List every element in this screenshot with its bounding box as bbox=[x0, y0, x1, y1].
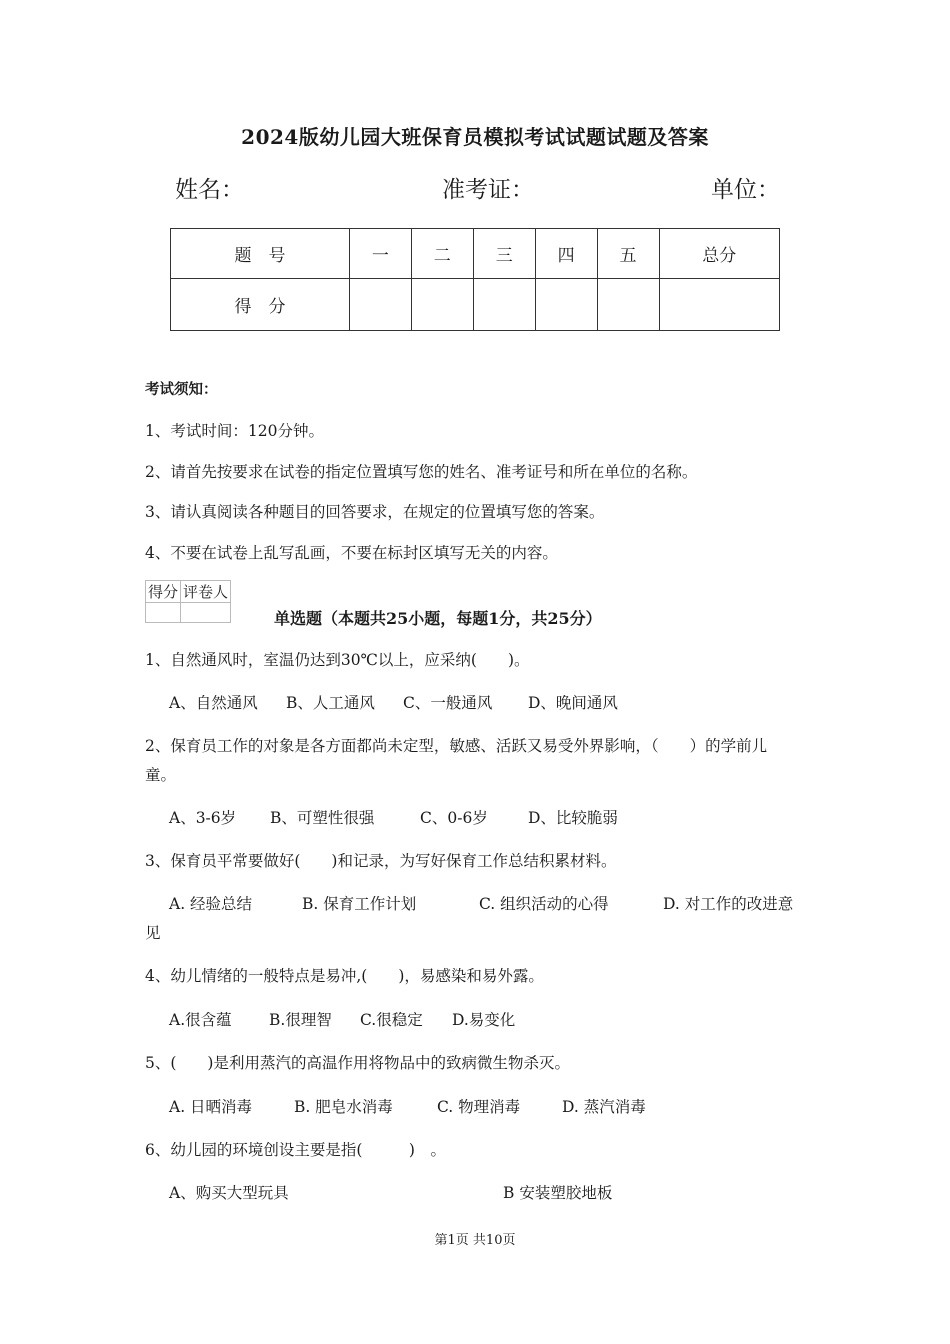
option-3b: B. 保育工作计划 bbox=[302, 895, 417, 913]
score-table-cell: 题 号 bbox=[171, 229, 350, 279]
score-table bbox=[170, 228, 780, 331]
notice-item: 2、请首先按要求在试卷的指定位置填写您的姓名、准考证号和所在单位的名称。 bbox=[145, 463, 698, 481]
question-1: 1、自然通风时，室温仍达到30℃以上，应采纳( )。 bbox=[145, 651, 530, 669]
score-entry-cell[interactable] bbox=[597, 279, 659, 331]
option-3a: A. 经验总结 bbox=[169, 895, 253, 913]
page-title: 2024版幼儿园大班保育员模拟考试试题试题及答案 bbox=[241, 125, 709, 149]
score-table-header-row bbox=[171, 229, 780, 279]
section-heading: 单选题（本题共25小题，每题1分，共25分） bbox=[274, 609, 602, 628]
option-4b: B.很理智 bbox=[269, 1011, 332, 1029]
option-5b: B. 肥皂水消毒 bbox=[294, 1098, 393, 1116]
score-entry-cell[interactable] bbox=[535, 279, 597, 331]
score-table-cell: 一 bbox=[349, 229, 411, 279]
option-4a: A.很含蕴 bbox=[169, 1011, 232, 1029]
option-1c: C、一般通风 bbox=[403, 694, 493, 712]
exam-id-field-label: 准考证： bbox=[442, 177, 534, 203]
score-table-score-row bbox=[171, 279, 780, 331]
question-6: 6、幼儿园的环境创设主要是指( ) 。 bbox=[145, 1141, 446, 1159]
option-2d: D、比较脆弱 bbox=[528, 809, 618, 827]
option-5d: D. 蒸汽消毒 bbox=[562, 1098, 646, 1116]
option-5c: C. 物理消毒 bbox=[437, 1098, 521, 1116]
question-4: 4、幼儿情绪的一般特点是易冲,( )，易感染和易外露。 bbox=[145, 967, 544, 985]
grader-score-cell[interactable] bbox=[146, 603, 181, 623]
score-table-cell: 三 bbox=[473, 229, 535, 279]
option-4d: D.易变化 bbox=[452, 1011, 516, 1029]
name-field-label: 姓名： bbox=[175, 177, 244, 203]
grader-score-label: 得分 bbox=[146, 581, 181, 603]
option-1d: D、晚间通风 bbox=[528, 694, 618, 712]
score-table-cell: 五 bbox=[597, 229, 659, 279]
option-3d: D. 对工作的改进意 bbox=[663, 895, 794, 913]
question-2: 2、保育员工作的对象是各方面都尚未定型，敏感、活跃又易受外界影响，（ ）的学前儿 bbox=[145, 737, 768, 755]
option-6a: A、购买大型玩具 bbox=[169, 1184, 289, 1202]
score-table-cell: 得 分 bbox=[171, 279, 350, 331]
score-entry-cell[interactable] bbox=[411, 279, 473, 331]
score-table-cell: 二 bbox=[411, 229, 473, 279]
option-1a: A、自然通风 bbox=[169, 694, 258, 712]
question-3: 3、保育员平常要做好( )和记录，为写好保育工作总结积累材料。 bbox=[145, 852, 617, 870]
notice-item: 1、考试时间：120分钟。 bbox=[145, 422, 324, 440]
page-number-footer: 第1页 共10页 bbox=[434, 1233, 516, 1248]
notice-heading: 考试须知： bbox=[145, 381, 218, 398]
option-3c: C. 组织活动的心得 bbox=[479, 895, 609, 913]
option-2a: A、3-6岁 bbox=[169, 809, 237, 827]
score-entry-cell[interactable] bbox=[349, 279, 411, 331]
score-entry-cell[interactable] bbox=[659, 279, 779, 331]
option-6b: B 安装塑胶地板 bbox=[503, 1184, 613, 1202]
option-3d-continued: 见 bbox=[145, 924, 161, 942]
option-2b: B、可塑性很强 bbox=[270, 809, 375, 827]
question-5: 5、( )是利用蒸汽的高温作用将物品中的致病微生物杀灭。 bbox=[145, 1054, 570, 1072]
question-2-continued: 童。 bbox=[145, 766, 177, 784]
grader-box bbox=[145, 580, 231, 623]
score-table-cell: 四 bbox=[535, 229, 597, 279]
notice-item: 3、请认真阅读各种题目的回答要求，在规定的位置填写您的答案。 bbox=[145, 503, 605, 521]
grader-reviewer-cell[interactable] bbox=[181, 603, 231, 623]
option-1b: B、人工通风 bbox=[286, 694, 375, 712]
option-5a: A. 日晒消毒 bbox=[169, 1098, 253, 1116]
option-2c: C、0-6岁 bbox=[420, 809, 488, 827]
unit-field-label: 单位： bbox=[711, 177, 780, 203]
option-4c: C.很稳定 bbox=[360, 1011, 423, 1029]
grader-reviewer-label: 评卷人 bbox=[181, 581, 231, 603]
score-table-cell: 总分 bbox=[659, 229, 779, 279]
score-entry-cell[interactable] bbox=[473, 279, 535, 331]
notice-item: 4、不要在试卷上乱写乱画，不要在标封区填写无关的内容。 bbox=[145, 544, 558, 562]
